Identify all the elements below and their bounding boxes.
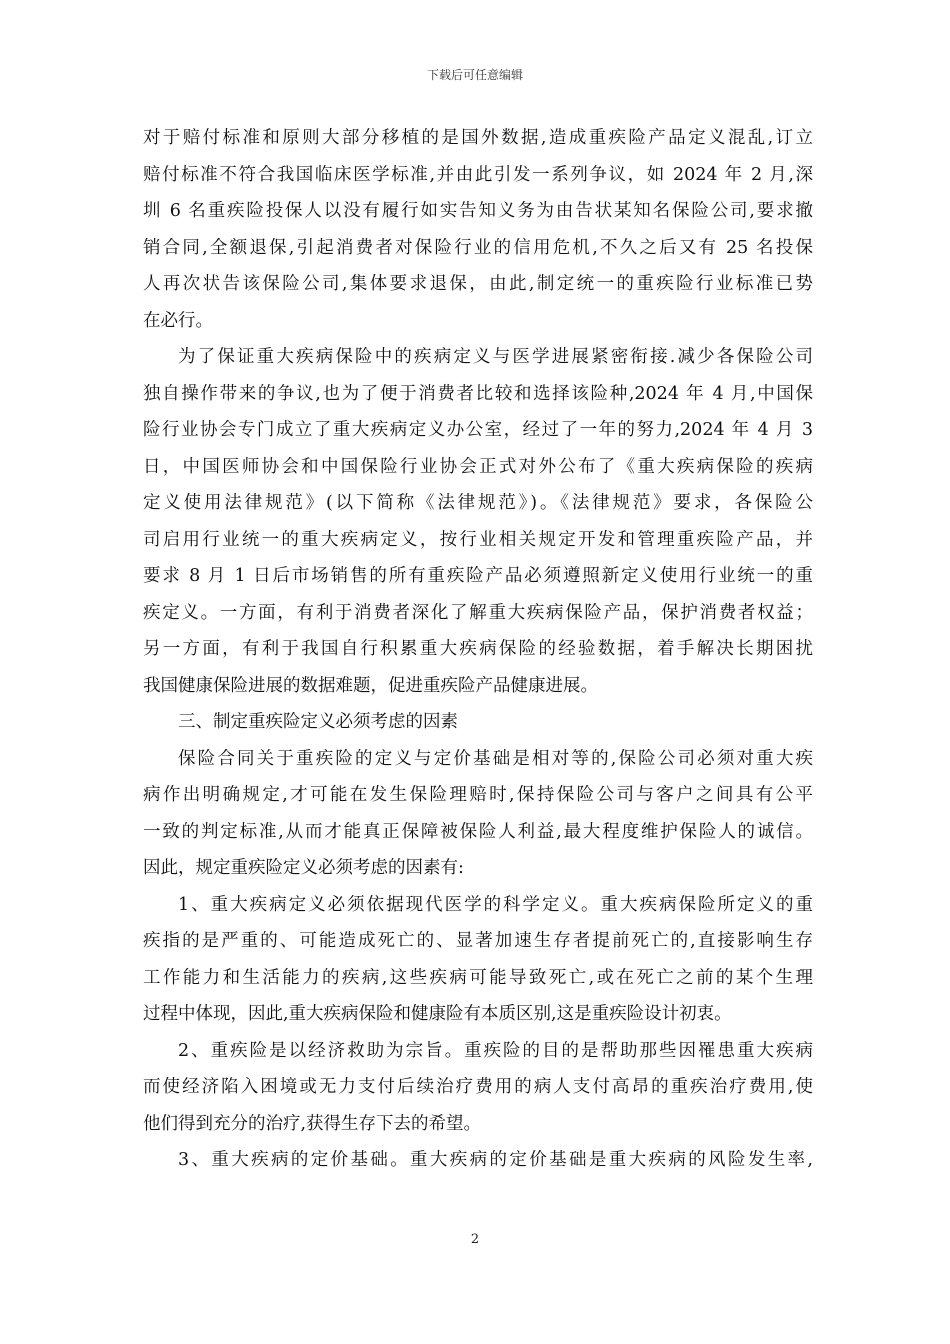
text-line: 他们得到充分的治疗,获得生存下去的希望。 <box>143 1113 482 1134</box>
text-line: 三、制定重疾险定义必须考虑的因素 <box>178 712 458 732</box>
text-line: 工作能力和生活能力的疾病,这些疾病可能导致死亡,或在死亡之前的某个生理 <box>143 967 813 988</box>
page-number: 2 <box>470 1232 480 1247</box>
text-line: 销合同,全额退保,引起消费者对保险行业的信用危机,不久之后又有 25 名投保 <box>143 237 813 258</box>
text-line: 保险合同关于重疾险的定义与定价基础是相对等的,保险公司必须对重大疾 <box>178 748 813 769</box>
document-body <box>143 120 813 1179</box>
text-line: 而使经济陷入困境或无力支付后续治疗费用的病人支付高昂的重疾治疗费用,使 <box>143 1077 813 1097</box>
text-line: 要求 8 月 1 日后市场销售的所有重疾险产品必须遵照新定义使用行业统一的重 <box>143 566 813 586</box>
text-line: 1、重大疾病定义必须依据现代医学的科学定义。重大疾病保险所定义的重 <box>178 894 813 915</box>
text-line: 在必行。 <box>143 310 213 331</box>
text-line: 疾指的是严重的、可能造成死亡的、显著加速生存者提前死亡的,直接影响生存 <box>143 931 813 951</box>
text-line: 司启用行业统一的重大疾病定义，按行业相关规定开发和管理重疾险产品，并 <box>143 529 813 550</box>
text-line: 另一方面，有利于我国自行积累重大疾病保险的经验数据，着手解决长期困扰 <box>143 639 813 659</box>
text-line: 因此，规定重疾险定义必须考虑的因素有: <box>143 858 464 878</box>
text-line: 一致的判定标准,从而才能真正保障被保险人利益,最大程度维护保险人的诚信。 <box>143 821 813 842</box>
text-line: 人再次状告该保险公司,集体要求退保，由此,制定统一的重疾险行业标准已势 <box>143 274 813 294</box>
text-line: 3、重大疾病的定价基础。重大疾病的定价基础是重大疾病的风险发生率, <box>178 1150 813 1170</box>
text-line: 我国健康保险进展的数据难题，促进重疾险产品健康进展。 <box>143 675 598 696</box>
text-line: 疾定义。一方面，有利于消费者深化了解重大疾病保险产品，保护消费者权益； <box>143 602 813 623</box>
text-line: 为了保证重大疾病保险中的疾病定义与医学进展紧密衔接.减少各保险公司 <box>178 347 813 367</box>
text-line: 病作出明确规定,才可能在发生保险理赔时,保持保险公司与客户之间具有公平 <box>143 785 813 805</box>
text-line: 过程中体现，因此,重大疾病保险和健康险有本质区别,这是重疾险设计初衷。 <box>143 1004 732 1024</box>
text-line: 对于赔付标准和原则大部分移植的是国外数据,造成重疾险产品定义混乱,订立 <box>143 128 813 148</box>
text-line: 定义使用法律规范》(以下简称《法律规范》)。《法律规范》要求，各保险公 <box>143 493 813 513</box>
text-line: 险行业协会专门成立了重大疾病定义办公室，经过了一年的努力,2024 年 4 月 3 <box>143 420 813 440</box>
page-header: 下载后可任意编辑 <box>426 68 523 82</box>
text-line: 圳 6 名重疾险投保人以没有履行如实告知义务为由告状某知名保险公司,要求撤 <box>143 201 813 221</box>
text-line: 日，中国医师协会和中国保险行业协会正式对外公布了《重大疾病保险的疾病 <box>143 456 813 477</box>
text-line: 2、重疾险是以经济救助为宗旨。重疾险的目的是帮助那些因罹患重大疾病 <box>178 1040 813 1061</box>
text-line: 独自操作带来的争议,也为了便于消费者比较和选择该险种,2024 年 4 月,中国保 <box>143 383 813 404</box>
text-line: 赔付标准不符合我国临床医学标准,并由此引发一系列争议，如 2024 年 2 月,深 <box>143 164 813 185</box>
